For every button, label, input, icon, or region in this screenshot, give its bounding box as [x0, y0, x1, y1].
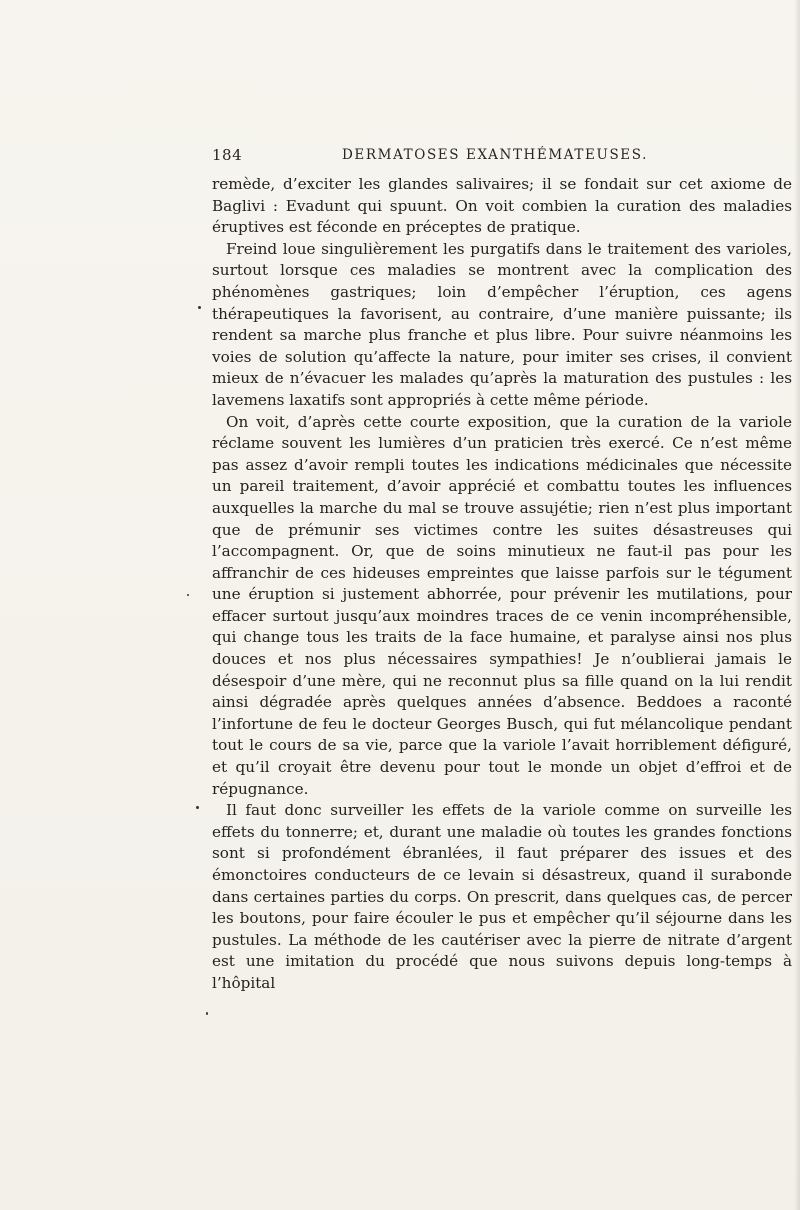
page-number: 184 — [212, 146, 243, 164]
page-edge-shadow — [794, 0, 800, 1210]
margin-speck — [196, 806, 199, 809]
margin-speck — [198, 306, 201, 309]
paragraph-2: Freind loue singulièrement les purgatifs dans le traitement des varioles, surtout lorsque ces maladies se montrent avec la complication des phénomènes gastriques; loin d’empêcher l’éruption, ces agens thérapeutiques la favorisent, au contraire, d’une manière puissante; ils rendent sa marche plus franche et plus libre. Pour suivre néanmoins les voies de solution qu’affecte la nature, pour imiter ses crises, il convient mieux de n’évacuer les malades qu’après la maturation des pustules : les lavemens laxatifs sont appropriés à cette même période. — [212, 239, 792, 409]
running-head: DERMATOSES EXANTHÉMATEUSES. — [342, 147, 649, 163]
paragraph-1: remède, d’exciter les glandes salivaires; il se fondait sur cet axiome de Baglivi : Evadunt qui spuunt. On voit combien la curation des maladies éruptives est féconde en préceptes de pratique. — [212, 175, 792, 237]
paragraph-4: Il faut donc surveiller les effets de la variole comme on surveille les effets du tonnerre; et, durant une maladie où toutes les grandes fonctions sont si profondément ébranlées, il faut préparer des issues et des émonctoires conducteurs de ce levain si désastreux, quand il surabonde dans certaines parties du corps. On prescrit, dans quelques cas, de percer les boutons, pour faire écouler le pus et empêcher qu’il séjourne dans les pustules. La méthode de les cautériser avec la pierre de nitrate d’argent est une imitation du procédé que nous suivons depuis long-temps à l’hôpital — [212, 801, 792, 992]
body-text — [212, 174, 792, 995]
page-header — [212, 146, 796, 168]
margin-speck — [206, 1012, 208, 1015]
paragraph-3: On voit, d’après cette courte exposition, que la curation de la variole réclame souvent les lumières d’un praticien très exercé. Ce n’est même pas assez d’avoir rempli toutes les indications médicinales que nécessite un pareil traitement, d’avoir apprécié et combattu toutes les influences auxquelles la marche du mal se trouve assujétie; rien n’est plus important que de prémunir ses victimes contre les suites désastreuses qui l’accompagnent. Or, que de soins minutieux ne faut-il pas pour les affranchir de ces hideuses empreintes que laisse parfois sur le tégument une éruption si justement abhorrée, pour prévenir les mutilations, pour effacer surtout jusqu’aux moindres traces de ce venin incompréhensible, qui change tous les traits de la face humaine, et paralyse ainsi nos plus douces et nos plus nécessaires sympathies! Je n’oublierai jamais le désespoir d’une mère, qui ne reconnut plus sa fille quand on la lui rendit ainsi dégradée après quelques années d’absence. Beddoes a raconté l’infortune de feu le docteur Georges Busch, qui fut mélancolique pendant tout le cours de sa vie, parce que la variole l’avait horriblement défiguré, et qu’il croyait être devenu pour tout le monde un objet d’effroi et de répugnance. — [212, 412, 792, 798]
margin-speck — [187, 594, 189, 596]
